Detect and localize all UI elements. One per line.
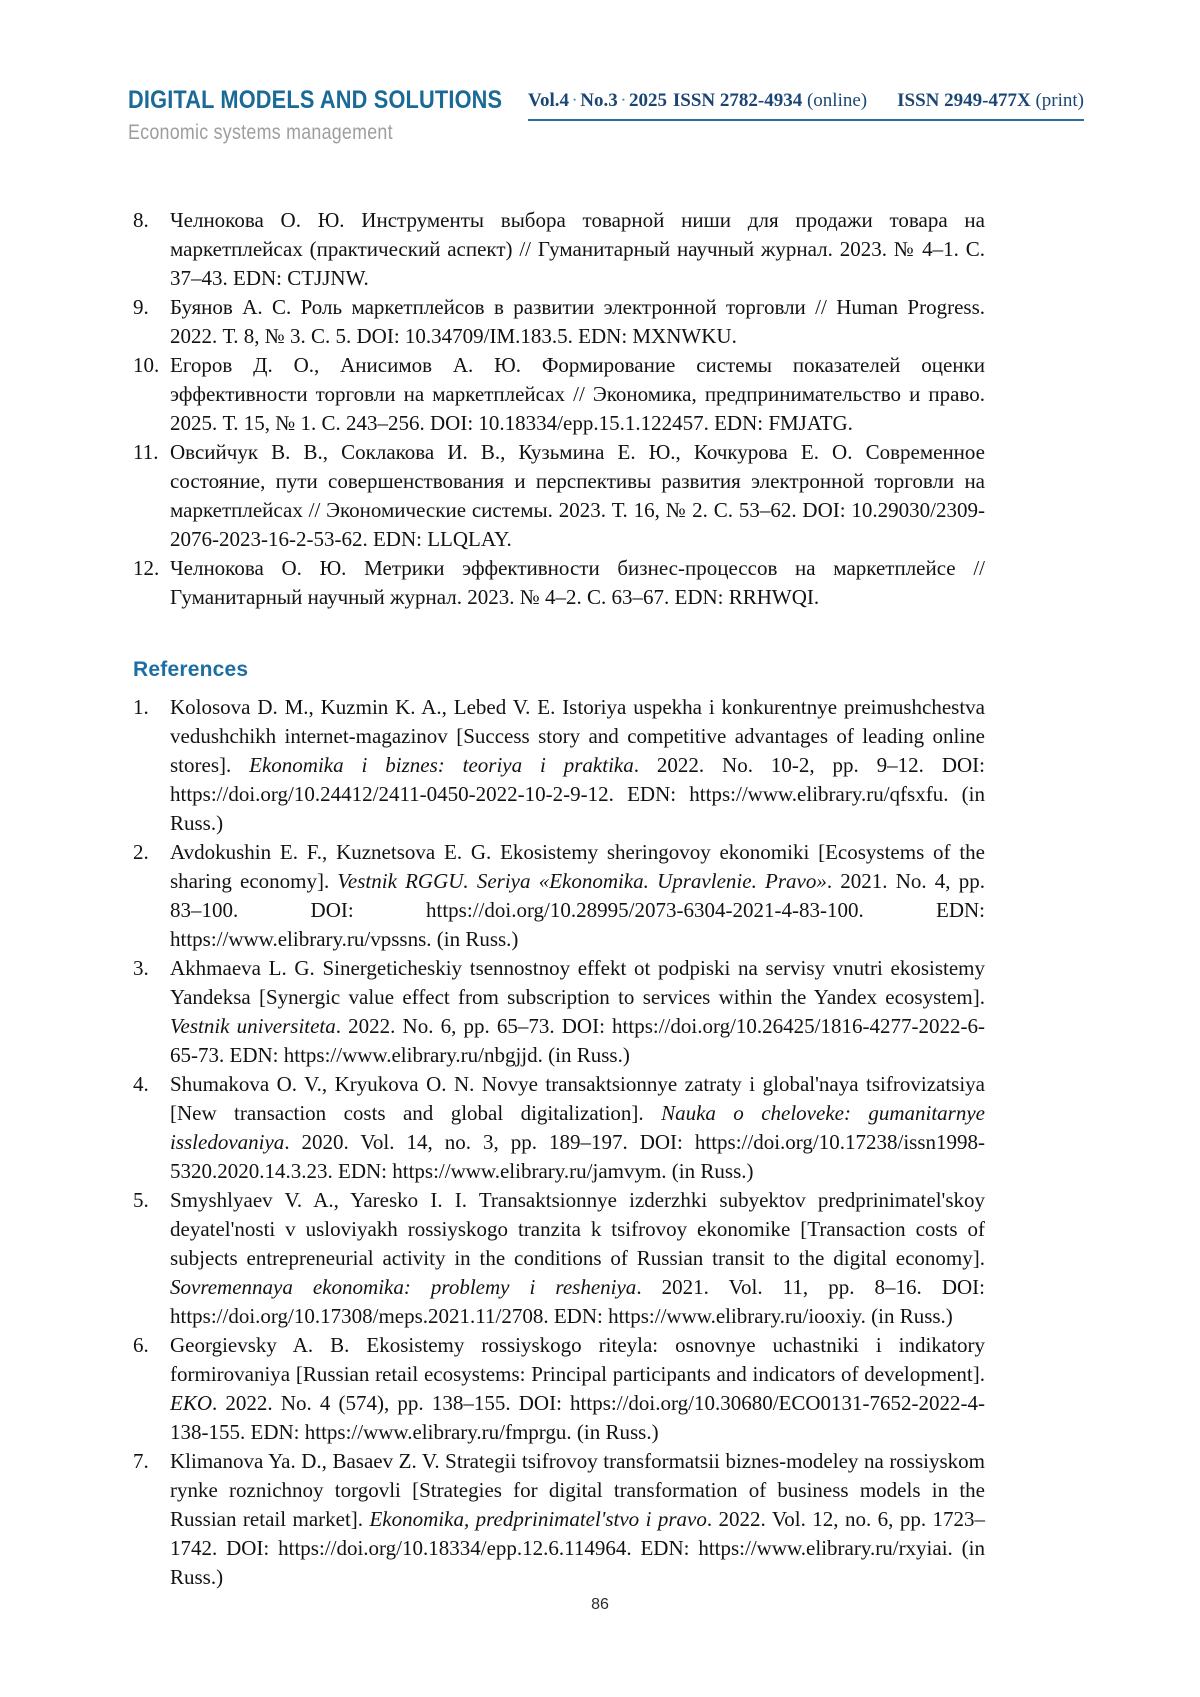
- reference-item: [133, 554, 985, 612]
- reference-text: Georgievsky A. B. Ekosistemy rossiyskogo riteyla: osnovnye uchastniki i indikatory formirovaniya [Russian retail ecosystems: Principal participants and indicators of development].: [170, 1333, 985, 1386]
- reference-text: Shumakova O. V., Kryukova O. N. Novye transaktsionnye zatraty i global'naya tsifrovizatsiya [New transaction costs and global digitalization].: [170, 1072, 985, 1125]
- issue-info: [528, 90, 667, 112]
- reference-journal-title: Vestnik universiteta: [170, 1014, 336, 1038]
- reference-number: 8.: [133, 208, 149, 232]
- issn-online-number: ISSN 2782-4934: [672, 90, 803, 111]
- issue-number: No.3: [580, 90, 618, 111]
- reference-item: [133, 206, 985, 293]
- reference-number: 3.: [133, 956, 149, 980]
- reference-item: [133, 954, 985, 1070]
- reference-item: [133, 1186, 985, 1331]
- reference-text: . 2022. No. 10-2, pp. 9–12. DOI: https://doi.org/10.24412/2411-0450-2022-10-2-9-12. EDN: https://www.elibrary.ru/qfsxfu. (in Russ.): [170, 753, 985, 835]
- journal-title: DIGITAL MODELS AND SOLUTIONS: [128, 86, 503, 114]
- reference-item: [133, 838, 985, 954]
- reference-item: [133, 1070, 985, 1186]
- reference-text: Akhmaeva L. G. Sinergeticheskiy tsennostnoy effekt ot podpiski na servisy vnutri ekosistemy Yandeksa [Synergic value effect from subscription to services within the Yandex ecosystem].: [170, 956, 985, 1009]
- issue-year: 2025: [629, 90, 667, 111]
- issn-print-number: ISSN 2949-477X: [897, 90, 1031, 111]
- reference-journal-title: EKO: [170, 1391, 212, 1415]
- reference-item: [133, 293, 985, 351]
- issue-volume: Vol.4: [528, 90, 570, 111]
- reference-journal-title: Nauka o cheloveke: gumanitarnye issledovaniya: [170, 1101, 985, 1154]
- reference-journal-title: Ekonomika, predprinimatel'stvo i pravo: [369, 1507, 707, 1531]
- reference-number: 4.: [133, 1072, 149, 1096]
- reference-text: . 2022. No. 4 (574), pp. 138–155. DOI: https://doi.org/10.30680/ECO0131-7652-2022-4-138-155. EDN: https://www.elibrary.ru/fmprgu. (in Russ.): [170, 1391, 985, 1444]
- reference-text: Smyshlyaev V. A., Yaresko I. I. Transaktsionnye izderzhki subyektov predprinimatel'skoy deyatel'nosti v usloviyakh rossiyskogo tranzita k tsifrovoy ekonomike [Transaction costs of subjects entrepreneurial activity in the conditions of Russian transit to the digital economy].: [170, 1188, 985, 1270]
- reference-number: 2.: [133, 840, 149, 864]
- page-content: [133, 206, 985, 1592]
- reference-text: . 2022. No. 6, pp. 65–73. DOI: https://doi.org/10.26425/1816-4277-2022-6-65-73. EDN: https://www.elibrary.ru/nbgjjd. (in Russ.): [170, 1014, 985, 1067]
- reference-number: 10.: [133, 353, 160, 377]
- separator-dot: ∙: [573, 92, 577, 107]
- reference-journal-title: Vestnik RGGU. Seriya «Ekonomika. Upravlenie. Pravo»: [337, 869, 827, 893]
- reference-number: 7.: [133, 1449, 149, 1473]
- reference-number: 9.: [133, 295, 149, 319]
- reference-text: Буянов А. С. Роль маркетплейсов в развитии электронной торговли // Human Progress. 2022. Т. 8, № 3. С. 5. DOI: 10.34709/IM.183.5. EDN: MXNWKU.: [170, 295, 985, 348]
- reference-text: Челнокова О. Ю. Метрики эффективности бизнес-процессов на маркетплейсе // Гуманитарный научный журнал. 2023. № 4–2. С. 63–67. EDN: RRHWQI.: [170, 556, 985, 609]
- reference-text: Kolosova D. M., Kuzmin K. A., Lebed V. E. Istoriya uspekha i konkurentnye preimushchestva vedushchikh internet-magazinov [Success story and competitive advantages of leading online stores].: [170, 695, 985, 777]
- bibliography-ru-list: [133, 206, 985, 612]
- reference-journal-title: Ekonomika i biznes: teoriya i praktika: [249, 753, 634, 777]
- separator-dot: ∙: [621, 92, 625, 107]
- issn-group: [673, 90, 1084, 112]
- reference-text: . 2021. No. 4, pp. 83–100. DOI: https://doi.org/10.28995/2073-6304-2021-4-83-100. EDN: https://www.elibrary.ru/vpssns. (in Russ.): [170, 869, 985, 951]
- page-number: 86: [591, 1596, 609, 1613]
- reference-number: 12.: [133, 556, 160, 580]
- reference-text: Егоров Д. О., Анисимов А. Ю. Формирование системы показателей оценки эффективности торговли на маркетплейсах // Экономика, предпринимательство и право. 2025. Т. 15, № 1. С. 243–256. DOI: 10.18334/epp.15.1.122457. EDN: FMJATG.: [170, 353, 985, 435]
- reference-item: [133, 351, 985, 438]
- reference-number: 5.: [133, 1188, 149, 1212]
- references-heading: References: [133, 658, 249, 681]
- reference-item: [133, 693, 985, 838]
- reference-text: Челнокова О. Ю. Инструменты выбора товарной ниши для продажи товара на маркетплейсах (практический аспект) // Гуманитарный научный журнал. 2023. № 4–1. С. 37–43. EDN: CTJJNW.: [170, 208, 985, 290]
- reference-item: [133, 1447, 985, 1592]
- journal-section-subtitle: Economic systems management: [128, 121, 393, 144]
- issn-online-label: (online): [806, 90, 868, 111]
- reference-number: 1.: [133, 695, 149, 719]
- reference-text: Klimanova Ya. D., Basaev Z. V. Strategii tsifrovoy transformatsii biznes-modeley na rossiyskom rynke roznichnoy torgovli [Strategies for digital transformation of business models in the Russian retail market].: [170, 1449, 985, 1531]
- issn-online: [673, 90, 867, 112]
- reference-item: [133, 438, 985, 554]
- references-en-list: [133, 693, 985, 1592]
- reference-text: . 2021. Vol. 11, pp. 8–16. DOI: https://doi.org/10.17308/meps.2021.11/2708. EDN: https://www.elibrary.ru/iooxiy. (in Russ.): [170, 1275, 986, 1328]
- reference-number: 11.: [133, 440, 159, 464]
- reference-item: [133, 1331, 985, 1447]
- reference-text: Овсийчук В. В., Соклакова И. В., Кузьмина Е. Ю., Кочкурова Е. О. Современное состояние, пути совершенствования и перспективы развития электронной торговли на маркетплейсах // Экономические системы. 2023. Т. 16, № 2. С. 53–62. DOI: 10.29030/2309-2076-2023-16-2-53-62. EDN: LLQLAY.: [170, 440, 985, 551]
- reference-text: Avdokushin E. F., Kuznetsova E. G. Ekosistemy sheringovoy ekonomiki [Ecosystems of the sharing economy].: [170, 840, 985, 893]
- reference-text: . 2020. Vol. 14, no. 3, pp. 189–197. DOI: https://doi.org/10.17238/issn1998-5320.2020.14.3.23. EDN: https://www.elibrary.ru/jamvym. (in Russ.): [170, 1130, 985, 1183]
- header-rule: [528, 90, 1084, 121]
- reference-text: . 2022. Vol. 12, no. 6, pp. 1723–1742. DOI: https://doi.org/10.18334/epp.12.6.114964. EDN: https://www.elibrary.ru/rxyiai. (in Russ.): [170, 1507, 985, 1589]
- reference-number: 6.: [133, 1333, 149, 1357]
- issn-print-label: (print): [1035, 90, 1084, 111]
- issn-print: [897, 90, 1084, 112]
- reference-journal-title: Sovremennaya ekonomika: problemy i resheniya: [170, 1275, 637, 1299]
